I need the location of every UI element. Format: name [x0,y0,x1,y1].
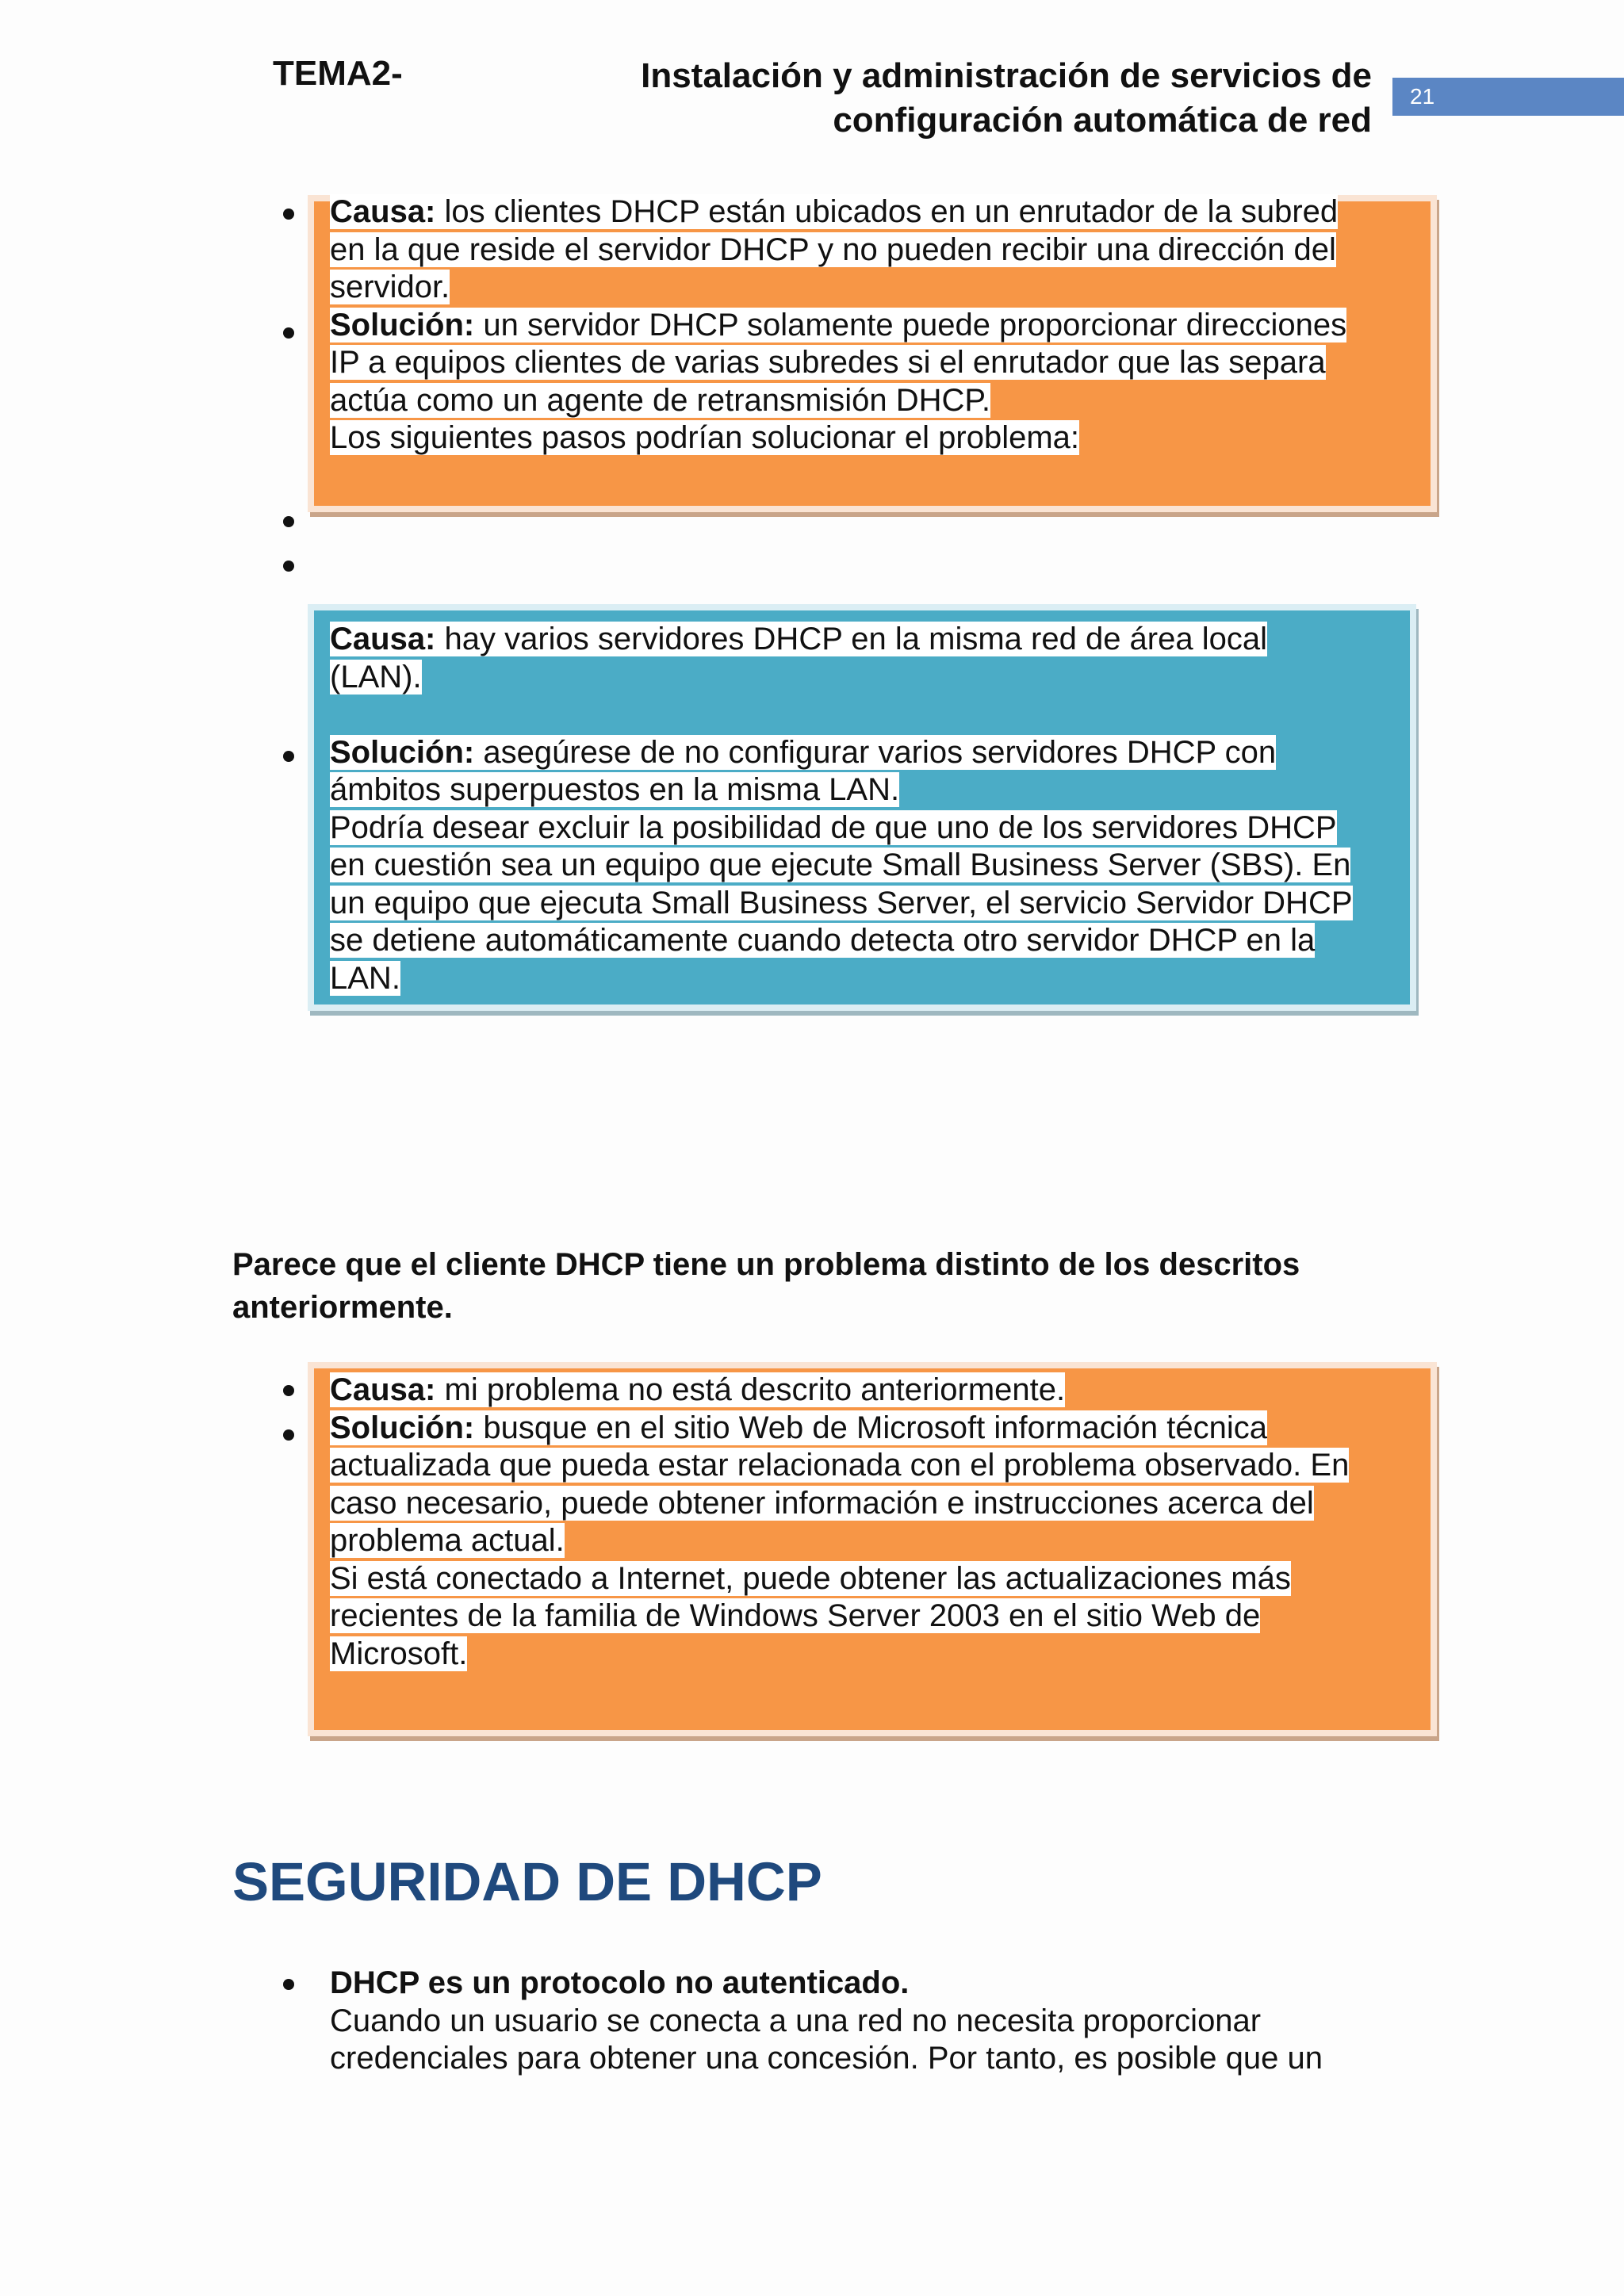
causa-label: Causa: [330,1372,436,1407]
box3-text: Causa: mi problema no está descrito anteriormente. Solución: busque en el sitio Web de Microsoft información técnica actualizada que pueda estar relacionada con el problema observado. En caso necesario, puede obtener información e instrucciones acerca del problema actual. Si está conectado a Internet, puede obtener las actualizaciones más recientes de la familia de Windows Server 2003 en el sitio Web de Microsoft. [330,1372,1350,1671]
box2-solucion-line: Solución: asegúrese de no configurar varios servidores DHCP con [330,734,1277,770]
causa-label: Causa: [330,622,436,656]
chapter-label: TEMA2- [273,54,403,93]
bullet-icon [283,1979,294,1990]
security-item-title: DHCP es un protocolo no autenticado. [330,1965,910,2000]
bullet-icon [283,1385,294,1396]
bullet-icon [283,561,294,572]
box1-causa-line: Causa: los clientes DHCP están ubicados en un enrutador de la subred [330,194,1339,229]
page-header-title [420,54,1372,143]
page-number-badge: 21 [1392,78,1624,116]
bullet-icon [283,516,294,527]
bullet-icon [283,1429,294,1441]
bullet-icon [283,327,294,339]
box1-text: Causa: los clientes DHCP están ubicados en un enrutador de la subred en la que reside el servidor DHCP y no pueden recibir una dirección del servidor. Solución: un servidor DHCP solamente puede proporcionar direcciones IP a equipos clientes de varias subredes si el enrutador que las separa actúa como un agente de retransmisión DHCP. Los siguientes pasos podrían solucionar el problema: [330,194,1347,455]
solucion-label: Solución: [330,1410,475,1445]
header-title-line2: configuración automática de red [833,101,1372,140]
security-item: DHCP es un protocolo no autenticado. Cuando un usuario se conecta a una red no necesita proporcionar credenciales para obtener una concesión. Por tanto, es posible que un [330,1965,1323,2076]
box3-causa-line: Causa: mi problema no está descrito anteriormente. [330,1372,1066,1407]
box3-solucion-line: Solución: busque en el sitio Web de Microsoft información técnica [330,1410,1267,1445]
intro-paragraph: Parece que el cliente DHCP tiene un problema distinto de los descritos anteriormente. [232,1247,1300,1325]
box2-causa-line: Causa: hay varios servidores DHCP en la misma red de área local [330,622,1267,656]
causa-label: Causa: [330,194,436,229]
box1-solucion-line: Solución: un servidor DHCP solamente puede proporcionar direcciones [330,307,1347,342]
section-heading: SEGURIDAD DE DHCP [232,1851,822,1912]
solucion-label: Solución: [330,734,475,770]
bullet-icon [283,751,294,762]
solucion-label: Solución: [330,307,475,342]
box2-text: Causa: hay varios servidores DHCP en la misma red de área local (LAN). Solución: asegúrese de no configurar varios servidores DHCP con ámbitos superpuestos en la misma LAN. Podría desear excluir la posibilidad de que uno de los servidores DHCP en cuestión sea un equipo que ejecute Small Business Server (SBS). En un equipo que ejecuta Small Business Server, el servicio Servidor DHCP se detiene automáticamente cuando detecta otro servidor DHCP en la LAN. [330,622,1353,996]
bullet-icon [283,209,294,220]
header-title-line1: Instalación y administración de servicios de [641,56,1372,95]
